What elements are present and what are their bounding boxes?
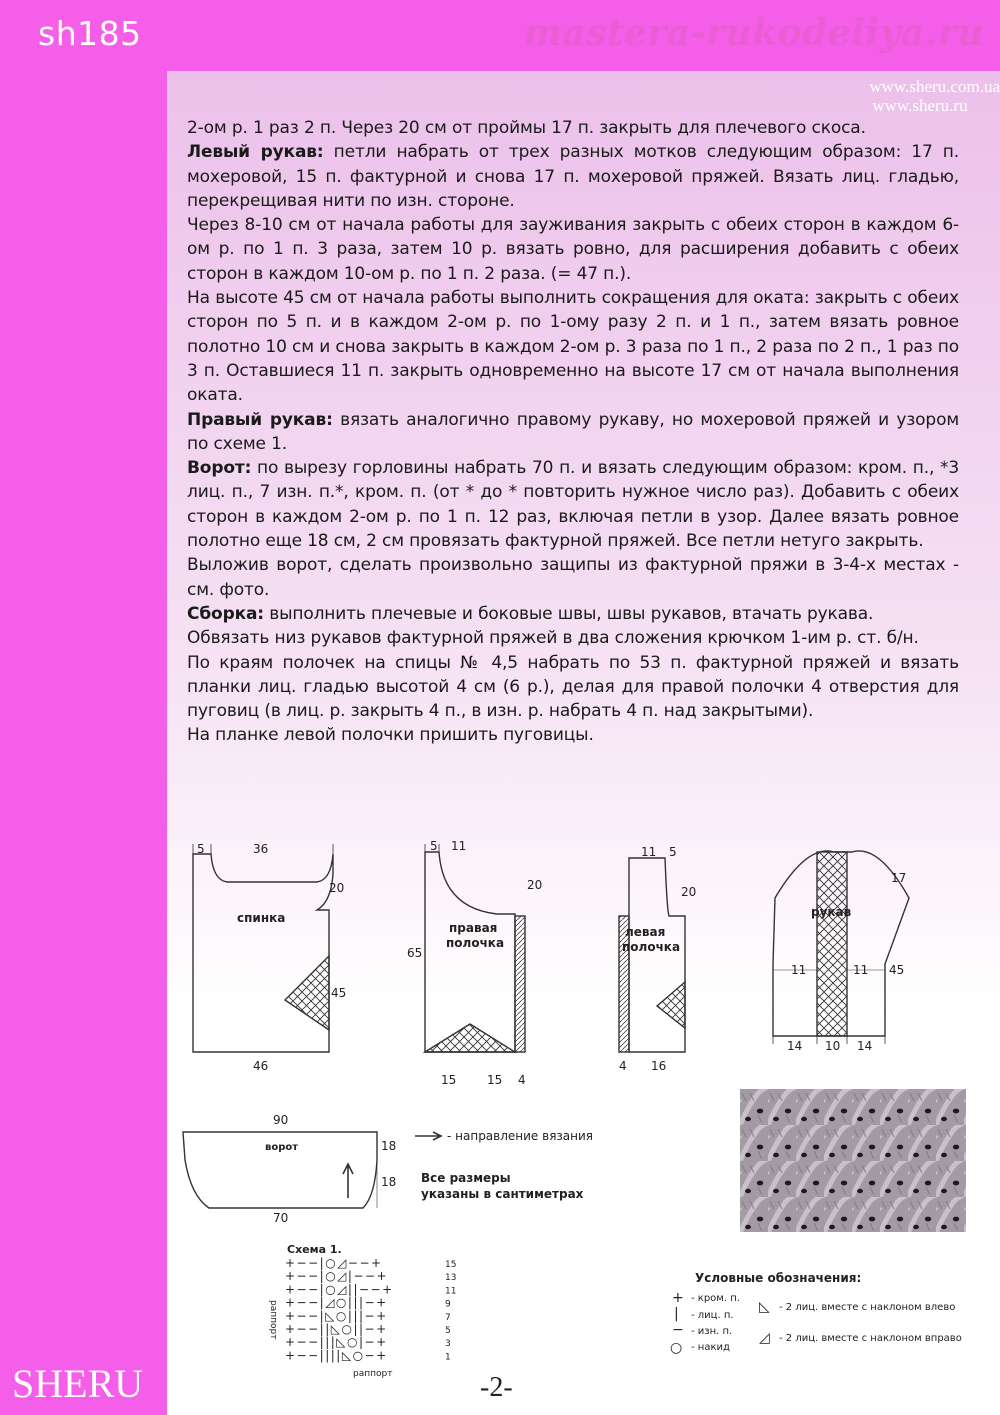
instruction-paragraph (187, 116, 959, 140)
dim-label: 10 (825, 1039, 841, 1053)
legend-text: - кром. п. (691, 1293, 740, 1304)
pattern-code: sh185 (38, 14, 142, 53)
arrow-up-icon (343, 1164, 353, 1198)
dim-label: 11 (451, 839, 467, 853)
back-outline (193, 854, 333, 1052)
paragraph-text: По краям полочек на спицы № 4,5 набрать по 53 п. фактурной пряжей и вязать планки лиц. гладью высотой 4 см (6 р.), делая для правой полочки 4 отверстия для пуговиц (в лиц. р. закрыть 4 п., в изн. р. набрать 4 п. над закрытыми). (187, 652, 959, 722)
dim-label: 5 (197, 842, 205, 856)
paragraph-heading: Ворот: (187, 458, 252, 479)
sizes-note: указаны в сантиметрах (421, 1187, 584, 1201)
dim-label: 20 (681, 885, 697, 899)
scheme-rapport-label: раппорт (353, 1369, 393, 1379)
sleeve-label: рукав (811, 905, 852, 919)
instruction-paragraph (187, 286, 959, 407)
instruction-paragraph (187, 408, 959, 457)
legend-text: - изн. п. (691, 1326, 733, 1337)
paragraph-heading: Левый рукав: (187, 142, 324, 163)
scheme-row-number: 9 (445, 1299, 451, 1310)
instruction-paragraph (187, 651, 959, 724)
scheme-row-number: 3 (445, 1339, 451, 1350)
scheme-row: +−−||||◺○−+ (285, 1348, 388, 1363)
brand-logo: SHERU (12, 1361, 144, 1406)
paragraph-text: по вырезу горловины набрать 70 п. и вязать следующим образом: кром. п., *3 лиц. п., 7 изн. п.*, кром. п. (от * до * повторить нужное число раз). Добавить с обеих сторон в каждом 2-ом р. по 1 п. 12 раз, включая петли в узор. Далее вязать ровное полотно еще 18 см, 2 см провязать фактурной пряжей. Все петли нетуго закрыть. (187, 458, 959, 552)
direction-label: - направление вязания (447, 1129, 594, 1143)
instruction-paragraph (187, 626, 959, 650)
dim-label: 11 (853, 963, 869, 977)
right-front-label: правая (449, 921, 498, 935)
collar-label: ворот (265, 1142, 299, 1153)
dim-label: 15 (441, 1073, 457, 1087)
scheme-row-number: 1 (445, 1352, 451, 1363)
dim-label: 46 (253, 1059, 269, 1073)
paragraph-text: Выложив ворот, сделать произвольно защипы из фактурной пряжи в 3-4-х местах - см. фото. (187, 555, 959, 600)
scheme-row-number: 13 (445, 1273, 457, 1284)
source-urls (869, 77, 1000, 115)
left-front-label: полочка (622, 940, 681, 954)
dim-label: 14 (787, 1039, 803, 1053)
legend-symbol: ◺ (759, 1299, 770, 1315)
sizes-note: Все размеры (421, 1171, 511, 1185)
dim-label: 90 (273, 1113, 289, 1127)
paragraph-heading: Правый рукав: (187, 409, 333, 430)
instruction-paragraph (187, 723, 959, 747)
paragraph-text: Через 8-10 см от начала работы для зауживания закрыть с обеих сторон в каждом 6-ом р. по 1 п. 3 раза, затем 10 р. вязать ровно, для расширения добавить с обеих сторон в каждом 10-ом р. по 1 п. 2 раза. (= 47 п.). (187, 215, 959, 284)
legend-symbol: − (672, 1322, 684, 1338)
dim-label: 45 (889, 963, 905, 977)
scheme-row: +−−|||◺○|−+ (285, 1335, 388, 1350)
left-front-outline (629, 858, 685, 1052)
legend-symbol: ◿ (759, 1330, 770, 1346)
paragraph-text: петли набрать от трех разных мотков следующим образом: 17 п. мохеровой, 15 п. фактурной и снова 17 п. мохеровой пряжей. Вязать лиц. гладью, перекрещивая нити по изн. стороне. (187, 142, 959, 211)
dim-label: 4 (619, 1059, 627, 1073)
url-line: www.sheru.ru (872, 96, 968, 115)
legend-symbol: ○ (670, 1340, 683, 1356)
scheme-row: +−−||◺○||−+ (285, 1322, 388, 1336)
scheme-row: +−−|◿○|||−+ (285, 1295, 388, 1310)
paragraph-text: На планке левой полочки пришить пуговицы. (187, 725, 594, 746)
paragraph-heading: Сборка: (187, 603, 264, 624)
legend-text: - лиц. п. (691, 1310, 734, 1321)
dim-label: 11 (641, 845, 657, 859)
page-number: -2- (480, 1372, 513, 1403)
dim-label: 11 (791, 963, 807, 977)
lace-sample-photo (740, 1089, 966, 1232)
dim-label: 45 (331, 986, 347, 1000)
paragraph-text: На высоте 45 см от начала работы выполнить сокращения для оката: закрыть с обеих сторон по 5 п. и в каждом 2-ом р. по 1-ому разу 2 п. и 1 п., затем вязать ровное полотно 10 см и снова закрыть в каждом 2-ом р. 3 раза по 1 п., 2 раза по 2 п., 1 раз по 3 п. Оставшиеся 11 п. закрыть одновременно на высоте 17 см от начала выполнения оката. (187, 288, 959, 406)
arrow-right-icon (415, 1132, 441, 1140)
legend-symbol: | (674, 1306, 679, 1322)
instruction-paragraph (187, 456, 959, 553)
paragraph-text: выполнить плечевые и боковые швы, швы рукавов, втачать рукава. (263, 603, 874, 624)
dim-label: 20 (527, 878, 543, 892)
legend-symbol: + (672, 1290, 684, 1306)
dim-label: 4 (518, 1073, 526, 1087)
legend-text: - 2 лиц. вместе с наклоном влево (779, 1302, 956, 1313)
sleeve-lace-panel (817, 852, 847, 1036)
scheme-row: +−−|◺○|||−+ (285, 1308, 388, 1323)
scheme-title: Схема 1. (287, 1243, 342, 1256)
dim-label: 20 (329, 881, 345, 895)
paragraph-text: 2-ом р. 1 раз 2 п. Через 20 см от проймы 17 п. закрыть для плечевого скоса. (187, 118, 866, 138)
dim-label: 15 (487, 1073, 503, 1087)
legend-text: - накид (691, 1342, 730, 1353)
left-front-label: левая (625, 925, 666, 939)
dim-label: 5 (430, 839, 438, 853)
site-watermark: mastera-rukodeliya.ru (523, 12, 984, 54)
right-front-label: полочка (446, 936, 505, 950)
instruction-paragraph (187, 140, 959, 213)
dim-label: 16 (651, 1059, 667, 1073)
url-line: www.sheru.com.ua (869, 77, 1000, 96)
legend-title: Условные обозначения: (695, 1271, 862, 1285)
instruction-paragraph (187, 213, 959, 286)
scheme-row-number: 15 (445, 1260, 457, 1270)
paragraph-text: Обвязать низ рукавов фактурной пряжей в два сложения крючком 1-им р. ст. б/н. (187, 628, 919, 649)
dim-label: 65 (407, 946, 423, 960)
dim-label: 36 (253, 842, 269, 856)
scheme-row-number: 7 (445, 1312, 451, 1323)
dim-label: 18 (381, 1139, 397, 1153)
back-label: спинка (237, 911, 286, 925)
right-front-band (515, 916, 525, 1052)
left-front-lace-panel (657, 982, 685, 1028)
dim-label: 18 (381, 1175, 397, 1189)
right-front-outline (425, 852, 515, 1052)
scheme-row: +−−|○◿−−+ (285, 1256, 383, 1270)
legend (670, 1271, 962, 1356)
dim-label: 17 (891, 871, 907, 885)
legend-text: - 2 лиц. вместе с наклоном вправо (779, 1333, 962, 1344)
scheme-row: +−−|○◿|−−+ (285, 1269, 389, 1284)
instructions-text (187, 116, 959, 748)
dim-label: 5 (669, 845, 677, 859)
paragraph-text: вязать аналогично правому рукаву, но мохеровой пряжей и узором по схеме 1. (187, 409, 959, 454)
instruction-paragraph (187, 553, 959, 602)
scheme-row-number: 11 (445, 1286, 457, 1297)
dim-label: 70 (273, 1211, 289, 1225)
back-lace-panel (285, 956, 329, 1030)
scheme-row: +−−|○◿||−−+ (285, 1282, 394, 1297)
dim-label: 14 (857, 1039, 873, 1053)
scheme-rapport-label: раппорт (268, 1300, 278, 1340)
right-front-lace-panel (425, 1024, 515, 1052)
instruction-paragraph (187, 602, 959, 626)
scheme-chart (268, 1243, 456, 1379)
scheme-row-number: 5 (445, 1326, 451, 1336)
